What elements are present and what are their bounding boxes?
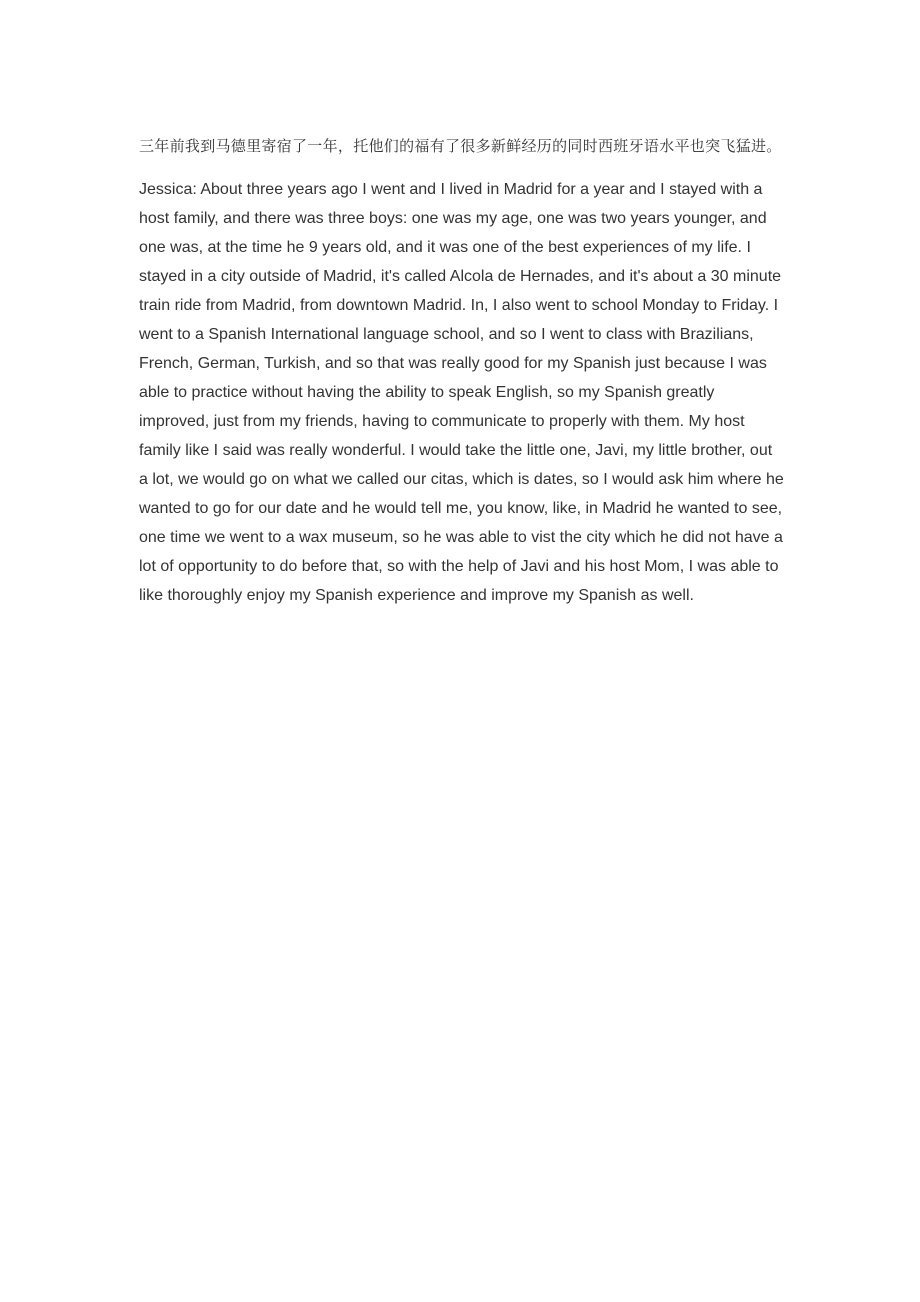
chinese-intro-paragraph: 三年前我到马德里寄宿了一年，托他们的福有了很多新鲜经历的同时西班牙语水平也突飞猛进。 bbox=[139, 137, 782, 155]
document-body bbox=[139, 132, 784, 610]
english-transcript-paragraph: Jessica: About three years ago I went and I lived in Madrid for a year and I stayed with a host family, and there was three boys: one was my age, one was two years younger, and one was, at the time he 9 years old, and it was one of the best experiences of my life. I stayed in a city outside of Madrid, it's called Alcola de Hernades, and it's about a 30 minute train ride from Madrid, from downtown Madrid. In, I also went to school Monday to Friday. I went to a Spanish International language school, and so I went to class with Brazilians, French, German, Turkish, and so that was really good for my Spanish just because I was able to practice without having the ability to speak English, so my Spanish greatly improved, just from my friends, having to communicate to properly with them. My host family like I said was really wonderful. I would take the little one, Javi, my little brother, out a lot, we would go on what we called our citas, which is dates, so I would ask him where he wanted to go for our date and he would tell me, you know, like, in Madrid he wanted to see, one time we went to a wax museum, so he was able to vist the city which he did not have a lot of opportunity to do before that, so with the help of Javi and his host Mom, I was able to like thoroughly enjoy my Spanish experience and improve my Spanish as well. bbox=[139, 181, 784, 604]
